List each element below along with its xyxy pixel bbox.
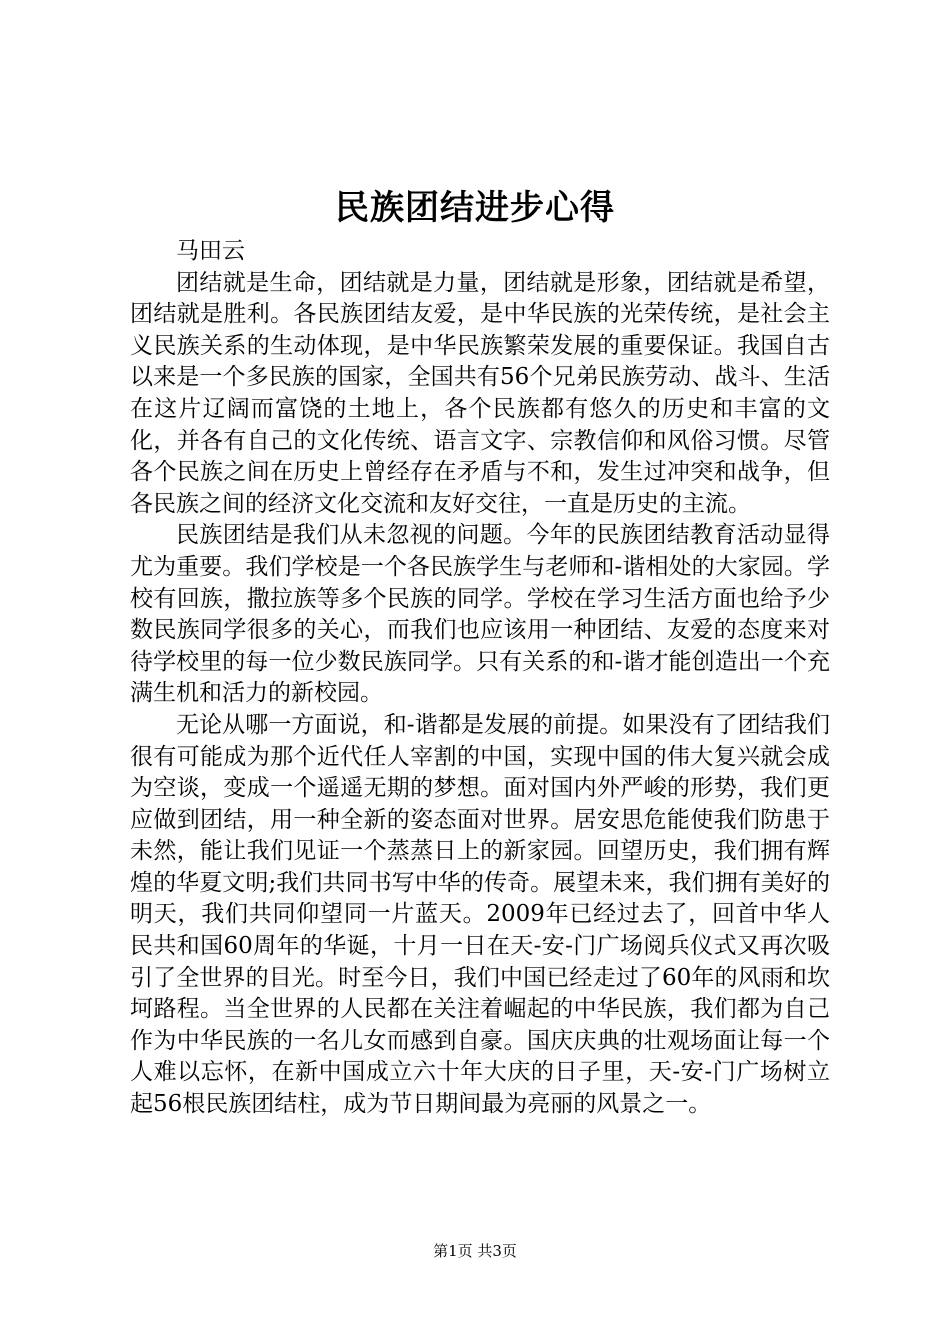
paragraph-3: 无论从哪一方面说，和-谐都是发展的前提。如果没有了团结我们很有可能成为那个近代任人宰割的中国，实现中国的伟大复兴就会成为空谈，变成一个遥遥无期的梦想。面对国内外严峻的形势，我们更应做到团结，用一种全新的姿态面对世界。居安思危能使我们防患于未然，能让我们见证一个蒸蒸日上的新家园。回望历史，我们拥有辉煌的华夏文明;我们共同书写中华的传奇。展望未来，我们拥有美好的明天，我们共同仰望同一片蓝天。2009年已经过去了，回首中华人民共和国60周年的华诞，十月一日在天-安-门广场阅兵仪式又再次吸引了全世界的目光。时至今日，我们中国已经走过了60年的风雨和坎坷路程。当全世界的人民都在关注着崛起的中华民族，我们都为自己作为中华民族的一名儿女而感到自豪。国庆庆典的壮观场面让每一个人难以忘怀，在新中国成立六十年大庆的日子里，天-安-门广场树立起56根民族团结柱，成为节日期间最为亮丽的风景之一。: [130, 711, 830, 1118]
author-name: 马田云: [176, 238, 245, 264]
paragraph-1: 团结就是生命，团结就是力量，团结就是形象，团结就是希望，团结就是胜利。各民族团结友爱，是中华民族的光荣传统，是社会主义民族关系的生动体现，是中华民族繁荣发展的重要保证。我国自古以来是一个多民族的国家，全国共有56个兄弟民族劳动、战斗、生活在这片辽阔而富饶的土地上，各个民族都有悠久的历史和丰富的文化，并各有自己的文化传统、语言文字、宗教信仰和风俗习惯。尽管各个民族之间在历史上曾经存在矛盾与不和，发生过冲突和战争，但各民族之间的经济文化交流和友好交往，一直是历史的主流。: [130, 269, 830, 517]
document-body: [130, 236, 830, 1121]
paragraph-2: 民族团结是我们从未忽视的问题。今年的民族团结教育活动显得尤为重要。我们学校是一个各民族学生与老师和-谐相处的大家园。学校有回族，撒拉族等多个民族的同学。学校在学习生活方面也给予少数民族同学很多的关心，而我们也应该用一种团结、友爱的态度来对待学校里的每一位少数民族同学。只有关系的和-谐才能创造出一个充满生机和活力的新校园。: [130, 522, 830, 707]
page-footer: 第1页 共3页: [433, 1242, 517, 1260]
document-title: 民族团结进步心得: [335, 188, 615, 228]
